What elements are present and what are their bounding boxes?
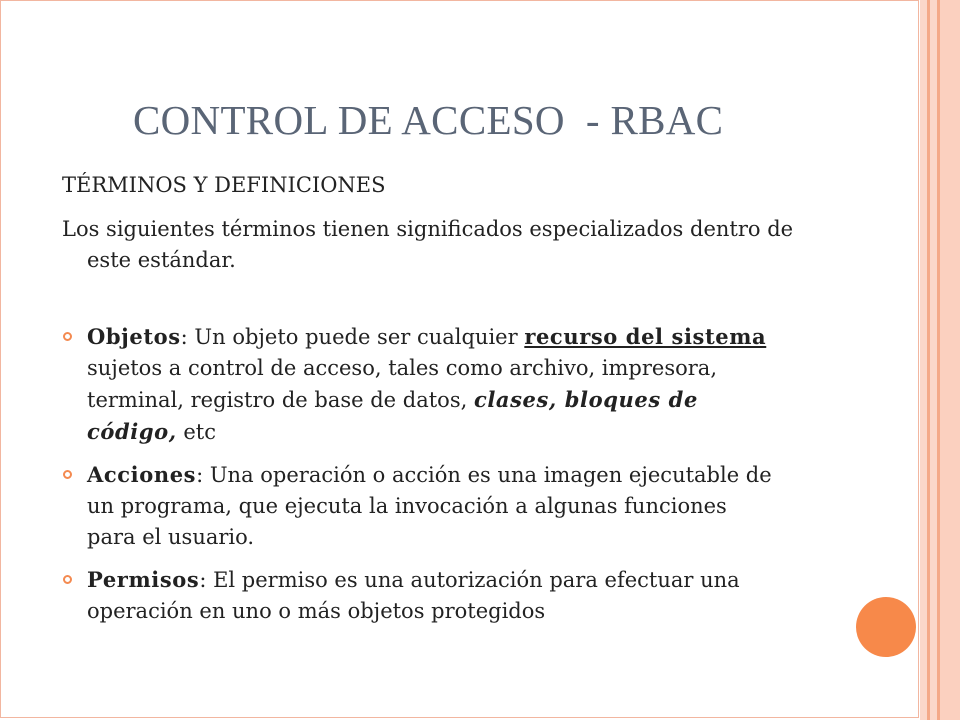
definition-text: : Un objeto puede ser cualquier	[180, 325, 525, 349]
decorative-stripe	[940, 0, 960, 720]
definition-text: sujetos a control de acceso, tales como archivo, impresora, terminal, registro de base de datos,	[87, 356, 717, 412]
term-label: Permisos	[87, 567, 200, 592]
emphasis-text: clases, bloques de código,	[87, 387, 698, 444]
emphasis-text: recurso del sistema	[524, 324, 767, 349]
definitions-list	[62, 321, 782, 638]
list-item-objetos	[62, 321, 782, 448]
term-label: Objetos	[87, 324, 181, 349]
definition-text: : Una operación o acción es una imagen ejecutable de un programa, que ejecuta la invocación a algunas funciones para el usuario.	[87, 463, 772, 549]
accent-circle	[856, 597, 916, 657]
section-heading: TÉRMINOS Y DEFINICIONES	[62, 173, 386, 197]
list-item-permisos	[62, 564, 782, 627]
decorative-stripe	[930, 0, 937, 720]
decorative-stripe	[920, 0, 927, 720]
list-item-acciones	[62, 459, 782, 553]
bullet-circle-icon	[63, 575, 72, 584]
definition-text: etc	[176, 420, 216, 444]
bullet-circle-icon	[63, 332, 72, 341]
definition-text: : El permiso es una autorización para efectuar una operación en uno o más objetos protegidos	[87, 568, 740, 623]
bullet-circle-icon	[63, 470, 72, 479]
term-label: Acciones	[87, 462, 197, 487]
intro-paragraph: Los siguientes términos tienen significados especializados dentro de este estándar.	[62, 217, 794, 272]
slide-title: CONTROL DE ACCESO - RBAC	[133, 97, 724, 143]
